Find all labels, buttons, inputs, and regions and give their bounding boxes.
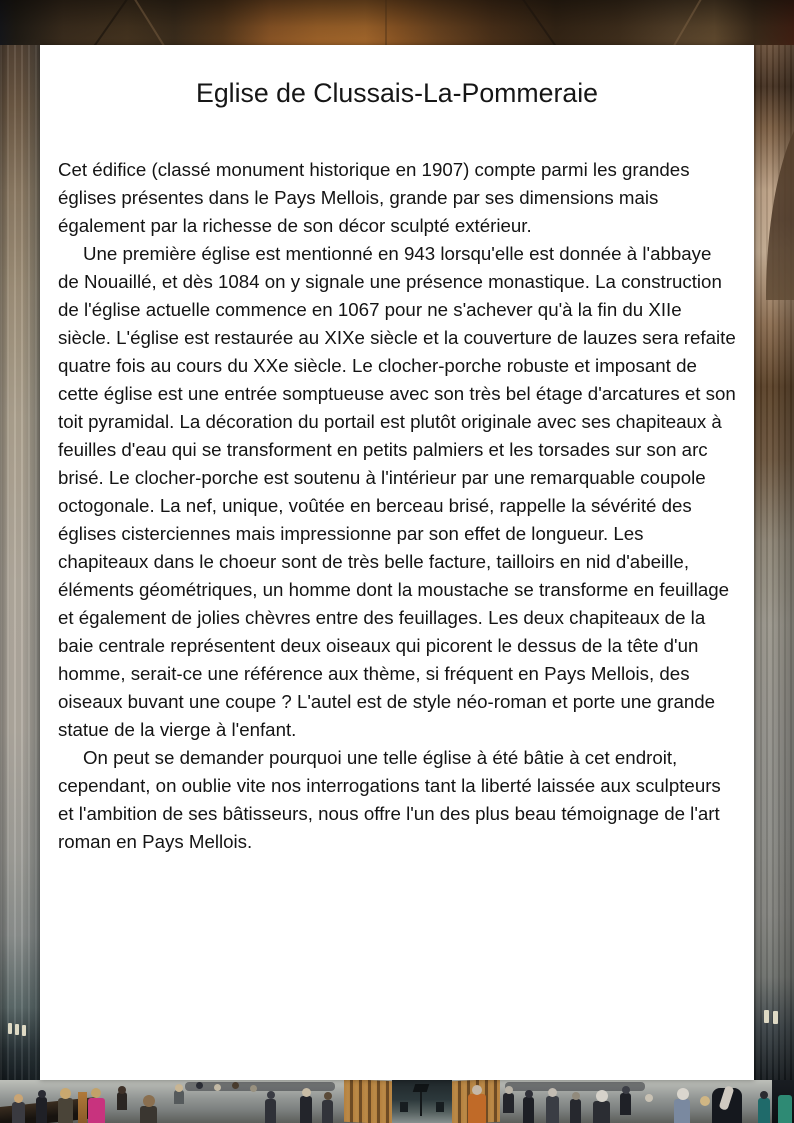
person-figure bbox=[14, 1094, 23, 1103]
chancel-area bbox=[392, 1080, 452, 1123]
window-glint bbox=[8, 1023, 12, 1034]
person-figure bbox=[117, 1092, 127, 1110]
person-figure bbox=[118, 1086, 126, 1094]
person-figure bbox=[174, 1090, 184, 1104]
person-figure bbox=[302, 1088, 311, 1097]
person-figure bbox=[700, 1096, 710, 1106]
person-figure bbox=[214, 1084, 221, 1091]
window-glint bbox=[22, 1025, 26, 1036]
page-title: Eglise de Clussais-La-Pommeraie bbox=[196, 78, 598, 108]
person-figure-white-hair bbox=[677, 1088, 689, 1100]
person-figure bbox=[546, 1096, 559, 1123]
person-figure bbox=[322, 1100, 333, 1123]
person-figure bbox=[143, 1095, 155, 1107]
person-figure bbox=[570, 1099, 581, 1123]
window-glint bbox=[15, 1024, 19, 1035]
paragraph-conclusion: On peut se demander pourquoi une telle église à été bâtie à cet endroit, cependant, on oublie vite nos interrogations tant la liberté laissée aux sculpteurs et l'ambition de ses bâtisseurs, nous offre l'un des plus beau témoignage de l'art roman en Pays Mellois. bbox=[58, 747, 721, 852]
person-figure bbox=[267, 1091, 275, 1099]
church-ceiling-photo bbox=[0, 0, 794, 45]
person-figure bbox=[324, 1092, 332, 1100]
person-figure-white-hair bbox=[596, 1090, 608, 1102]
church-congregation-photo bbox=[0, 1080, 794, 1123]
window-glint bbox=[764, 1010, 769, 1023]
window-glint bbox=[773, 1011, 778, 1024]
document-card bbox=[40, 45, 754, 1080]
chair-silhouette bbox=[436, 1102, 444, 1112]
person-figure bbox=[593, 1101, 610, 1123]
church-column-right-photo bbox=[754, 45, 794, 1080]
music-stand-desk bbox=[413, 1084, 430, 1092]
person-figure bbox=[36, 1097, 47, 1123]
person-figure-blue-shirt bbox=[674, 1099, 690, 1123]
person-figure-pink bbox=[88, 1098, 105, 1123]
person-figure bbox=[300, 1096, 312, 1123]
person-figure-teal bbox=[778, 1095, 792, 1123]
pew-end-post bbox=[78, 1092, 87, 1123]
person-figure bbox=[548, 1088, 557, 1097]
person-figure bbox=[12, 1102, 25, 1123]
person-figure bbox=[620, 1093, 631, 1115]
person-figure-teal bbox=[758, 1098, 770, 1123]
person-figure bbox=[472, 1085, 482, 1095]
paragraph-history: Une première église est mentionné en 943 lorsqu'elle est donnée à l'abbaye de Nouaillé, et dès 1084 on y signale une présence monastique. La construction de l'église actuelle commence en 1067 pour ne s'achever qu'à la fin du XIIe siècle. L'église est restaurée au XIXe siècle et la couverture de lauzes sera refaite quatre fois au cours du XXe siècle. Le clocher-porche robuste et imposant de cette église est une entrée somptueuse avec son très bel étage d'arcatures et son toit pyramidal. La décoration du portail est plutôt originale avec ses chapiteaux à feuilles d'eau qui se transforment en petits palmiers et les torsades sur son arc brisé. Le clocher-porche est soutenu à l'intérieur par une remarquable coupole octogonale. La nef, unique, voûtée en berceau brisé, rappelle la sévérité des églises cisterciennes mais impressionne par son effet de longueur. Les chapiteaux dans le choeur sont de très belle facture, tailloirs en nid d'abeille, éléments géométriques, un homme dont la moustache se transforme en feuillage et également de jolies chèvres entre des feuillages. Les deux chapiteaux de la baie centrale représentent deux oiseaux qui picorent le dessus de la tête d'un homme, serait-ce une référence aux thème, si fréquent en Pays Mellois, des oiseaux buvant une coupe ? L'autel est de style néo-roman et porte une grande statue de la vierge à l'enfant. bbox=[58, 243, 736, 740]
person-figure bbox=[175, 1084, 183, 1092]
person-figure bbox=[196, 1082, 203, 1089]
chair-silhouette bbox=[400, 1102, 408, 1112]
person-figure bbox=[760, 1091, 768, 1099]
person-figure bbox=[622, 1086, 630, 1094]
person-figure bbox=[265, 1099, 276, 1123]
arch-shadow bbox=[766, 100, 794, 300]
person-figure bbox=[523, 1097, 534, 1123]
person-figure bbox=[645, 1094, 653, 1102]
pew-row bbox=[344, 1079, 392, 1123]
church-column-left-photo bbox=[0, 45, 40, 1080]
person-figure bbox=[232, 1082, 239, 1089]
person-figure bbox=[503, 1093, 514, 1113]
person-figure bbox=[91, 1088, 101, 1098]
person-figure bbox=[60, 1088, 71, 1099]
person-figure bbox=[140, 1106, 157, 1123]
person-figure bbox=[572, 1092, 580, 1100]
person-figure bbox=[505, 1086, 513, 1094]
person-figure bbox=[250, 1085, 257, 1092]
person-figure bbox=[525, 1090, 533, 1098]
music-stand bbox=[420, 1090, 422, 1116]
person-figure bbox=[38, 1090, 46, 1098]
paragraph-intro: Cet édifice (classé monument historique en 1907) compte parmi les grandes églises présentes dans le Pays Mellois, grande par ses dimensions mais également par la richesse de son décor sculpté extérieur. bbox=[58, 159, 690, 236]
person-figure-orange bbox=[468, 1094, 486, 1123]
person-figure bbox=[58, 1098, 73, 1123]
congregation-row bbox=[185, 1082, 335, 1091]
